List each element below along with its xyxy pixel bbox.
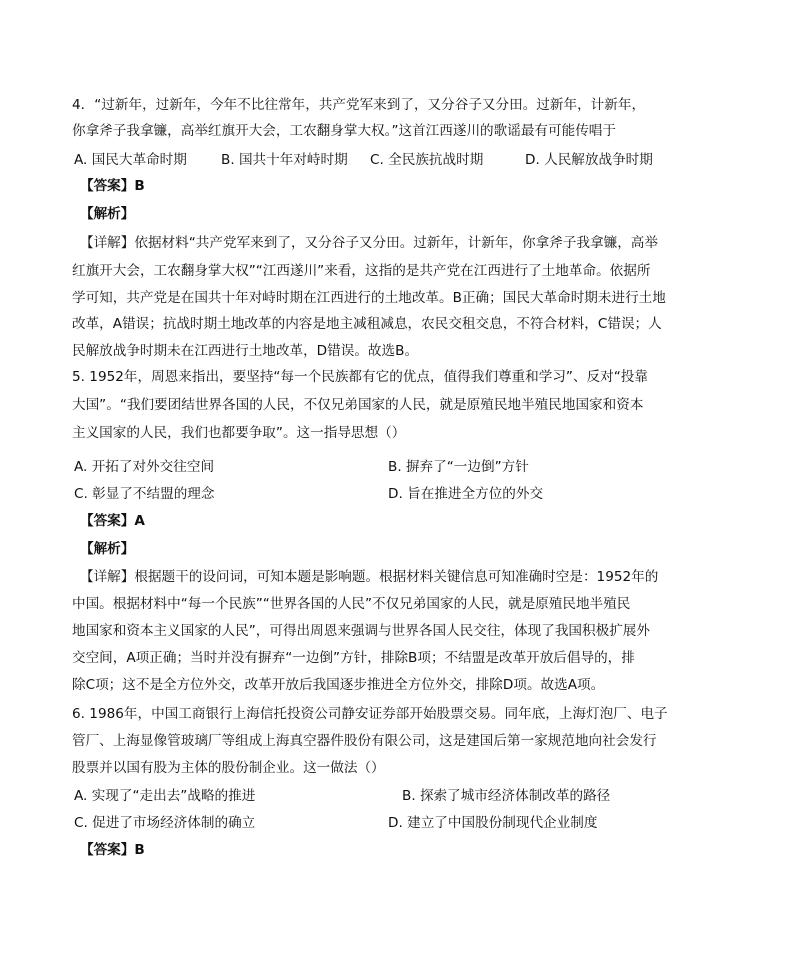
q5-option-c: C. 彰显了不结盟的理念 [74, 486, 215, 502]
q4-detail-line-1: 【详解】依据材料“共产党军来到了，又分谷子又分田。过新年，计新年，你拿斧子我拿镰，高举 [80, 235, 658, 251]
q5-detail-line-2: 中国。根据材料中“每一个民族”“世界各国的人民”不仅兄弟国家的人民，就是原殖民地半殖民 [72, 596, 631, 612]
q4-detail-line-5: 民解放战争时期未在江西进行土地改革，D错误。故选B。 [72, 343, 419, 359]
q6-stem-line-3: 股票并以国有股为主体的股份制企业。这一做法（） [72, 760, 385, 776]
q5-option-d: D. 旨在推进全方位的外交 [388, 486, 544, 502]
q5-stem-line-1: 5. 1952年，周恩来指出，要坚持“每一个民族都有它的优点，值得我们尊重和学习”、反对“投靠 [72, 369, 648, 385]
q6-stem-line-1: 6. 1986年，中国工商银行上海信托投资公司静安证券部开始股票交易。同年底，上海灯泡厂、电子 [72, 706, 668, 722]
q6-option-c: C. 促进了市场经济体制的确立 [74, 815, 256, 831]
q4-option-c: C. 全民族抗战时期 [370, 152, 484, 168]
q4-analysis-heading: 【解析】 [80, 206, 135, 222]
q4-detail-line-2: 红旗开大会，工农翻身掌大权”“江西遂川”来看，这指的是共产党在江西进行了土地革命。依据所 [72, 263, 651, 279]
q4-answer: 【答案】B [80, 178, 145, 194]
q4-option-b: B. 国共十年对峙时期 [221, 152, 348, 168]
q4-detail-line-4: 改革，A错误；抗战时期土地改革的内容是地主减租减息，农民交租交息，不符合材料，C错误；人 [72, 316, 662, 332]
q6-stem-line-2: 管厂、上海显像管玻璃厂等组成上海真空器件股份有限公司，这是建国后第一家规范地向社会发行 [72, 733, 657, 749]
q5-option-b: B. 摒弃了“一边倒”方针 [388, 459, 529, 475]
q5-answer: 【答案】A [80, 513, 145, 529]
q5-analysis-heading: 【解析】 [80, 541, 135, 557]
q4-stem-line-1: 4．“过新年，过新年，今年不比往常年，共产党军来到了，又分谷子又分田。过新年，计新年， [72, 97, 646, 113]
q4-option-a: A. 国民大革命时期 [74, 152, 187, 168]
q4-detail-line-3: 学可知，共产党是在国共十年对峙时期在江西进行的土地改革。B正确；国民大革命时期未进行土地 [72, 290, 666, 306]
q6-option-b: B. 探索了城市经济体制改革的路径 [402, 788, 611, 804]
q6-option-d: D. 建立了中国股份制现代企业制度 [388, 815, 598, 831]
q5-detail-line-1: 【详解】根据题干的设问词，可知本题是影响题。根据材料关键信息可知准确时空是：1952年的 [80, 569, 659, 585]
q6-option-a: A. 实现了“走出去”战略的推进 [74, 788, 256, 804]
q4-stem-line-2: 你拿斧子我拿镰，高举红旗开大会，工农翻身掌大权。”这首江西遂川的歌谣最有可能传唱于 [72, 123, 616, 139]
q5-detail-line-5: 除C项；这不是全方位外交，改革开放后我国逐步推进全方位外交，排除D项。故选A项。 [72, 677, 605, 693]
q5-option-a: A. 开拓了对外交往空间 [74, 459, 215, 475]
q5-stem-line-2: 大国”。“我们要团结世界各国的人民，不仅兄弟国家的人民，就是原殖民地半殖民地国家和资本 [72, 397, 644, 413]
q6-answer: 【答案】B [80, 842, 145, 858]
q4-option-d: D. 人民解放战争时期 [525, 152, 653, 168]
q5-detail-line-4: 交空间，A项正确；当时并没有摒弃“一边倒”方针，排除B项；不结盟是改革开放后倡导的，排 [72, 650, 635, 666]
q5-stem-line-3: 主义国家的人民，我们也都要争取”。这一指导思想（） [72, 425, 406, 441]
q5-detail-line-3: 地国家和资本主义国家的人民”，可得出周恩来强调与世界各国人民交往，体现了我国积极扩展外 [72, 623, 650, 639]
